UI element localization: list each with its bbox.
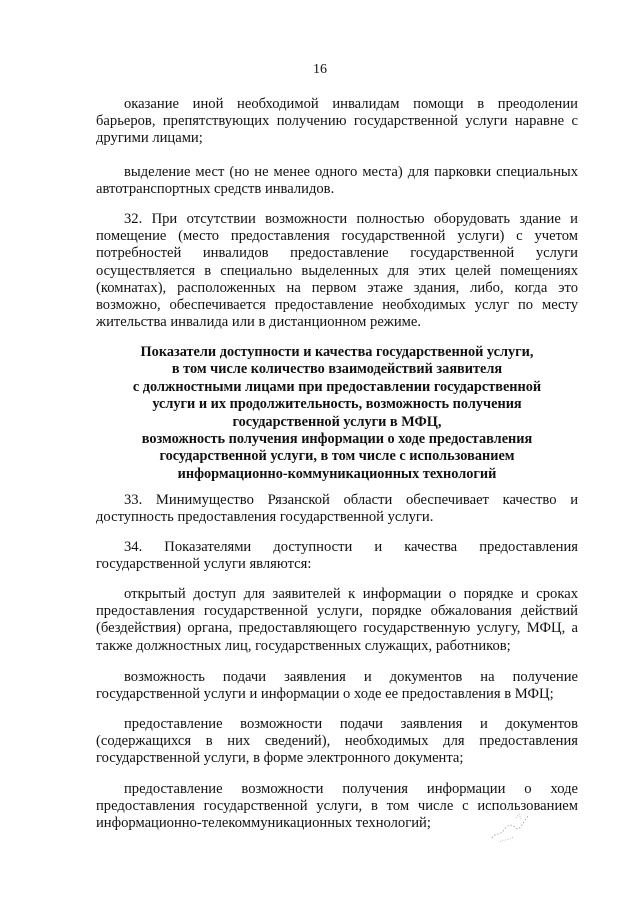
paragraph-open-access: открытый доступ для заявителей к информации о порядке и сроках предоставления государственной услуги, порядке обжалования действий (бездействия) органа, предоставляющего государственную услугу, МФЦ, а также должностных лиц, государственных служащих, работников; [96, 586, 578, 654]
section-heading [96, 344, 578, 483]
heading-line: государственной услуги в МФЦ, [232, 413, 442, 430]
heading-line: возможность получения информации о ходе предоставления [141, 431, 533, 448]
paragraph-assistance: оказание иной необходимой инвалидам помощи в преодолении барьеров, препятствующих получению государственной услуги наравне с другими лицами; [96, 96, 578, 147]
heading-line: услуги и их продолжительность, возможность получения [152, 396, 522, 413]
paragraph-mfc-submission: возможность подачи заявления и документов на получение государственной услуги и информации о ходе ее предоставления в МФЦ; [96, 669, 578, 703]
paragraph-32: 32. При отсутствии возможности полностью оборудовать здание и помещение (место предоставления государственной услуги) с учетом потребностей инвалидов предоставление государственной услуги осуществляется в специально выделенных для этих целей помещениях (комнатах), расположенных на первом этаже здания, либо, когда это возможно, обеспечивается предоставление необходимых услуг по месту жительства инвалида или в дистанционном режиме. [96, 211, 578, 331]
paragraph-electronic-submission: предоставление возможности подачи заявления и документов (содержащихся в них сведений), необходимых для предоставления государственной услуги, в форме электронного документа; [96, 716, 578, 767]
heading-line: с должностными лицами при предоставлении государственной [132, 378, 542, 395]
signature-mark-icon [486, 806, 534, 846]
heading-line: Показатели доступности и качества государственной услуги, [140, 344, 534, 360]
heading-line: в том числе количество взаимодействий заявителя [171, 361, 503, 378]
page-number: 16 [313, 62, 327, 77]
paragraph-parking: выделение мест (но не менее одного места) для парковки специальных автотранспортных средств инвалидов. [96, 164, 578, 198]
paragraph-33: 33. Минимущество Рязанской области обеспечивает качество и доступность предоставления государственной услуги. [96, 492, 578, 526]
paragraph-34: 34. Показателями доступности и качества предоставления государственной услуги являются: [96, 539, 578, 573]
paragraph-status-info: предоставление возможности получения информации о ходе предоставления государственной услуги, в том числе с использованием информационно-телекоммуникационных технологий; [96, 781, 578, 832]
heading-line: информационно-коммуникационных технологий [177, 465, 497, 482]
heading-line: государственной услуги, в том числе с использованием [159, 448, 515, 465]
